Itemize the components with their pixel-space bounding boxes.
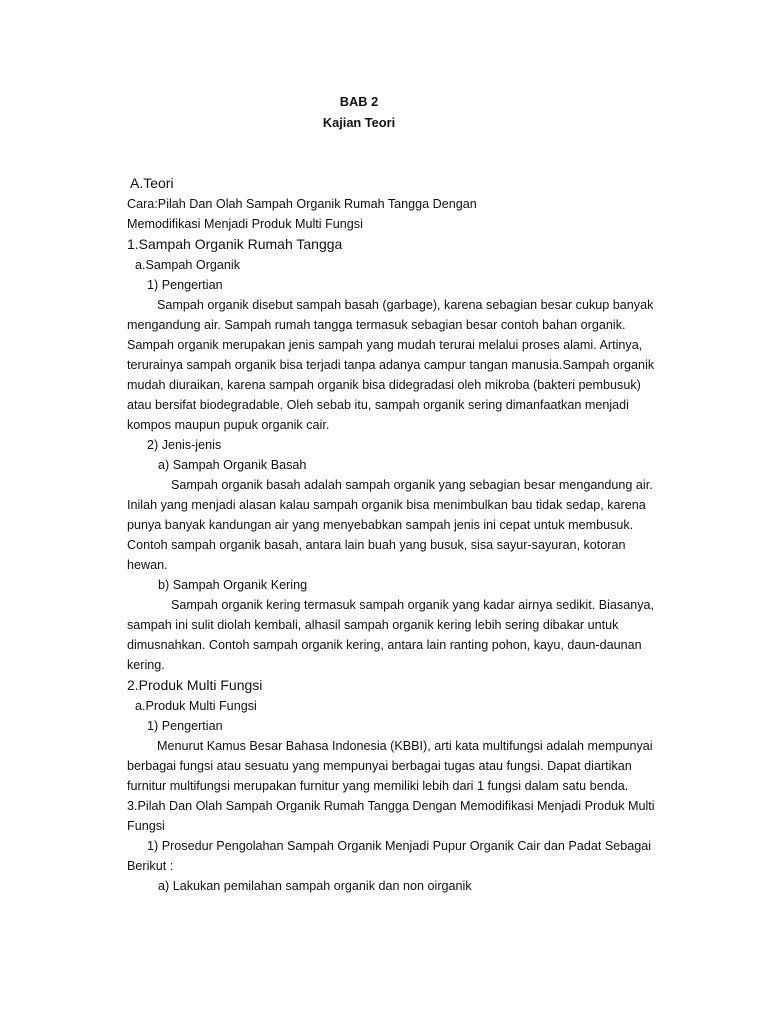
subheading-1a2b: b) Sampah Organik Kering bbox=[158, 578, 308, 592]
chapter-number: BAB 2 bbox=[339, 94, 379, 109]
paragraph-basah: Sampah organik basah adalah sampah organik yang sebagian besar mengandung air. Inilah yang menjadi alasan kalau sampah organik bisa menimbulkan bau tidak sedap, karena punya banyak kandungan air yang menyebabkan sampah jenis ini cepat untuk membusuk. Contoh sampah organik basah, antara lain buah yang busuk, sisa sayur-sayuran, kotoran hewan. bbox=[127, 478, 653, 572]
step-a: a) Lakukan pemilahan sampah organik dan non oirganik bbox=[158, 879, 472, 893]
subheading-2a1: 1) Pengertian bbox=[147, 719, 223, 733]
cara-line-2: Memodifikasi Menjadi Produk Multi Fungsi bbox=[127, 217, 363, 231]
paragraph-multifungsi: Menurut Kamus Besar Bahasa Indonesia (KBBI), arti kata multifungsi adalah mempunyai berbagai fungsi atau sesuatu yang mempunyai berbagai tugas atau fungsi. Dapat diartikan furnitur multifungsi merupakan furnitur yang memiliki lebih dari 1 fungsi dalam satu benda. bbox=[127, 739, 653, 793]
heading-1: 1.Sampah Organik Rumah Tangga bbox=[127, 236, 343, 252]
subheading-1a1: 1) Pengertian bbox=[147, 278, 223, 292]
subheading-1a2: 2) Jenis-jenis bbox=[147, 438, 222, 452]
paragraph-kering: Sampah organik kering termasuk sampah organik yang kadar airnya sedikit. Biasanya, sampah ini sulit diolah kembali, alhasil sampah organik kering lebih sering dibakar untuk dimusnahkan. Contoh sampah organik kering, antara lain ranting pohon, kayu, daun-daunan kering. bbox=[127, 598, 655, 672]
subheading-1a2a: a) Sampah Organik Basah bbox=[158, 458, 307, 472]
paragraph-prosedur: 1) Prosedur Pengolahan Sampah Organik Menjadi Pupur Organik Cair dan Padat Sebagai Berikut : bbox=[127, 839, 652, 873]
document-body bbox=[127, 173, 657, 896]
subheading-2a: a.Produk Multi Fungsi bbox=[135, 699, 257, 713]
cara-line-1: Cara:Pilah Dan Olah Sampah Organik Rumah Tangga Dengan bbox=[127, 197, 477, 211]
paragraph-pengertian: Sampah organik disebut sampah basah (garbage), karena sebagian besar cukup banyak mengandung air. Sampah rumah tangga termasuk sebagian besar contoh bahan organik. Sampah organik merupakan jenis sampah yang mudah terurai melalui proses alami. Artinya, terurainya sampah organik bisa terjadi tanpa adanya campur tangan manusia.Sampah organik mudah diuraikan, karena sampah organik bisa didegradasi oleh mikroba (bakteri pembusuk) atau bersifat biodegradable. Oleh sebab itu, sampah organik sering dimanfaatkan menjadi kompos maupun pupuk organik cair. bbox=[127, 298, 655, 432]
heading-3: 3.Pilah Dan Olah Sampah Organik Rumah Tangga Dengan Memodifikasi Menjadi Produk Multi Fungsi bbox=[127, 799, 655, 833]
subheading-1a: a.Sampah Organik bbox=[135, 258, 241, 272]
chapter-title: Kajian Teori bbox=[322, 115, 396, 130]
heading-2: 2.Produk Multi Fungsi bbox=[127, 677, 263, 693]
section-heading-a: A.Teori bbox=[130, 175, 174, 191]
